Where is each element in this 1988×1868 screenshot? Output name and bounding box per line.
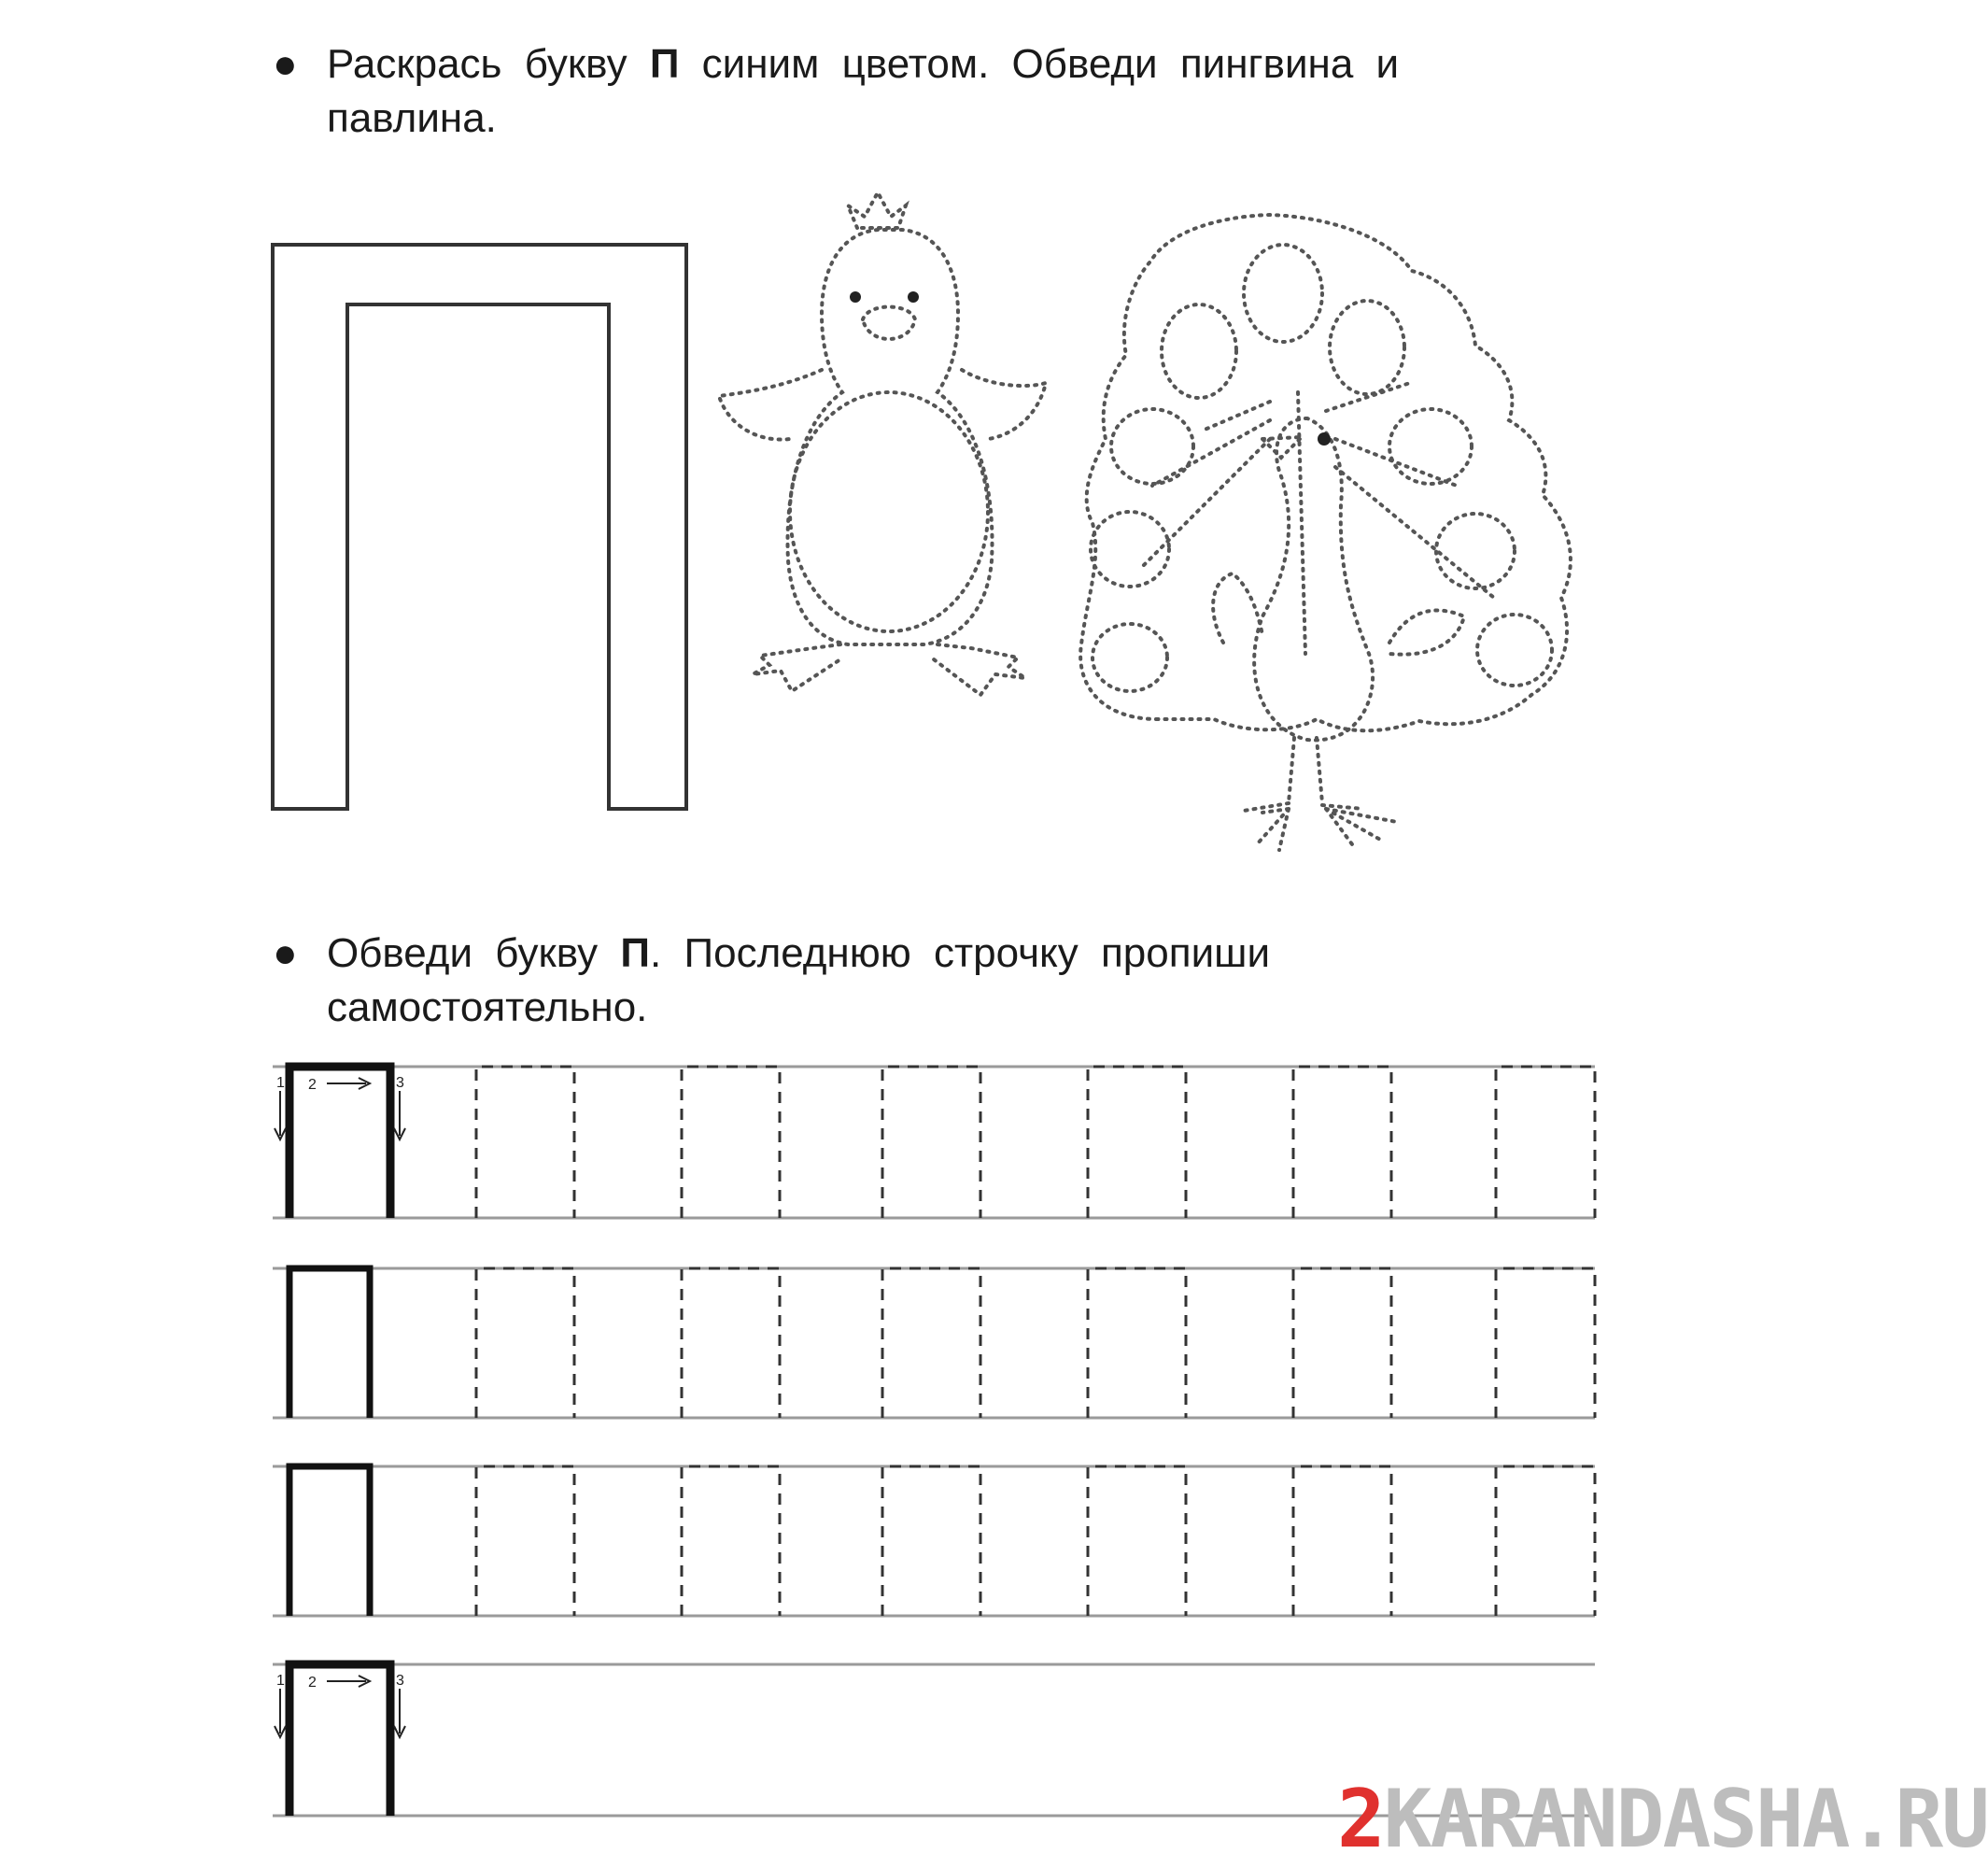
peacock-eye-icon <box>1318 432 1331 446</box>
stroke-step-2-label: 2 <box>308 1077 317 1093</box>
sample-letter-p[interactable] <box>289 1268 370 1418</box>
dashed-letter-p-trace[interactable] <box>882 1268 980 1418</box>
bullet-icon: ● <box>273 930 298 976</box>
stroke-step-3-label: 3 <box>396 1673 404 1689</box>
bullet-icon: ● <box>273 41 298 87</box>
penguin-outline-icon[interactable] <box>719 192 1046 695</box>
instruction-text-end: . Последнюю строчку пропиши самостоятельно. <box>327 930 1271 1030</box>
watermark-logo <box>1337 1773 1988 1866</box>
dashed-letter-p-trace[interactable] <box>1496 1466 1595 1616</box>
dashed-letter-p-trace[interactable] <box>476 1067 574 1218</box>
dashed-letter-p-trace[interactable] <box>1293 1268 1391 1418</box>
big-letter-p-outline-icon[interactable] <box>273 245 686 809</box>
instruction-letter: П <box>649 41 680 87</box>
dashed-letter-p-trace[interactable] <box>1293 1067 1391 1218</box>
dashed-letter-p-trace[interactable] <box>882 1067 980 1218</box>
dashed-letter-p-trace[interactable] <box>1293 1466 1391 1616</box>
peacock-outline-icon[interactable] <box>1080 215 1571 850</box>
practice-rows <box>273 1067 1595 1816</box>
stroke-step-1-label: 1 <box>276 1075 285 1091</box>
dashed-letter-p-trace[interactable] <box>1496 1268 1595 1418</box>
dashed-letter-p-trace[interactable] <box>1088 1268 1186 1418</box>
stroke-step-1-label: 1 <box>276 1673 285 1689</box>
sample-letter-p[interactable] <box>289 1466 370 1616</box>
dashed-letter-p-trace[interactable] <box>476 1466 574 1616</box>
watermark-name: KARANDASHA.RU <box>1383 1773 1988 1866</box>
dashed-letter-p-trace[interactable] <box>682 1466 780 1616</box>
dashed-letter-p-trace[interactable] <box>882 1466 980 1616</box>
stroke-step-3-label: 3 <box>396 1075 404 1091</box>
stroke-step-2-label: 2 <box>308 1675 317 1691</box>
penguin-eye-icon <box>908 291 919 303</box>
instruction-text-start: Раскрась букву <box>327 41 650 87</box>
instruction-text-end: синим цветом. Обведи пингвина и павлина. <box>327 41 1400 141</box>
sample-letter-p[interactable] <box>289 1664 390 1816</box>
instruction-letter: П <box>620 930 651 976</box>
penguin-eye-icon <box>850 291 861 303</box>
sample-letter-p[interactable] <box>289 1067 390 1218</box>
dashed-letter-p-trace[interactable] <box>682 1067 780 1218</box>
instruction-text-start: Обведи букву <box>327 930 621 976</box>
watermark-digit: 2 <box>1337 1773 1384 1866</box>
dashed-letter-p-trace[interactable] <box>1496 1067 1595 1218</box>
dashed-letter-p-trace[interactable] <box>682 1268 780 1418</box>
dashed-letter-p-trace[interactable] <box>1088 1466 1186 1616</box>
dashed-letter-p-trace[interactable] <box>1088 1067 1186 1218</box>
dashed-letter-p-trace[interactable] <box>476 1268 574 1418</box>
